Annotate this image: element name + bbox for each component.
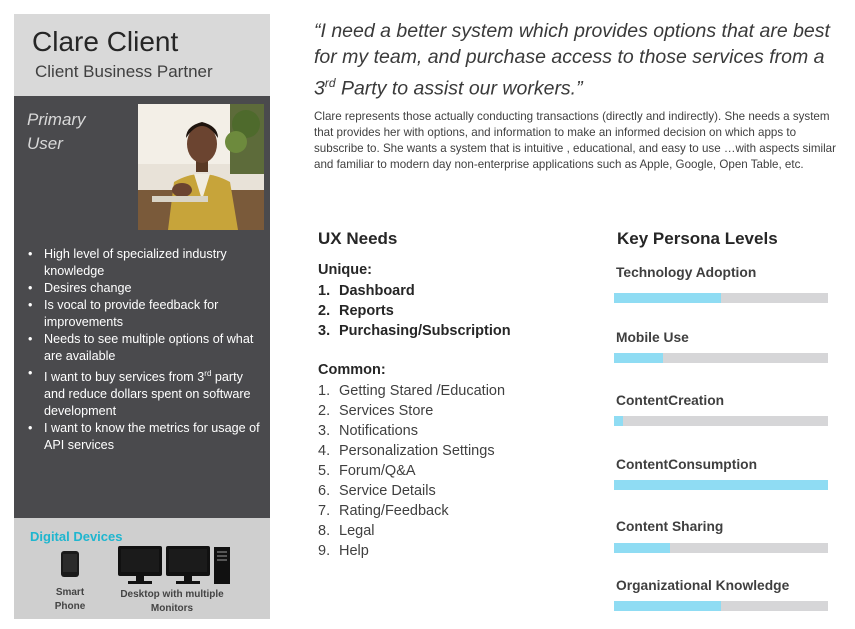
persona-photo — [138, 104, 264, 230]
list-item: 2. Reports — [318, 303, 394, 319]
desktop-monitors-icon — [118, 546, 232, 591]
persona-levels-title: Key Persona Levels — [617, 229, 778, 248]
level-bar-fill — [614, 601, 721, 611]
common-needs-label: Common: — [318, 362, 386, 378]
level-label-content-sharing: Content Sharing — [616, 519, 724, 534]
list-item: 2. Services Store — [318, 403, 434, 419]
list-item: 3. Purchasing/Subscription — [318, 323, 511, 339]
smartphone-icon — [60, 550, 80, 583]
level-label-mobile-use: Mobile Use — [616, 330, 689, 345]
level-bar-content-creation — [614, 416, 828, 426]
need-label: Services Store — [339, 403, 434, 419]
level-bar-mobile-use — [614, 353, 828, 363]
level-label-content-consumption: ContentConsumption — [616, 457, 758, 472]
primary-user-label: Primary User — [27, 110, 86, 153]
list-item: 6. Service Details — [318, 483, 436, 499]
level-bar-fill — [614, 416, 623, 426]
persona-card-body — [14, 96, 270, 518]
need-label: Notifications — [339, 423, 418, 439]
list-item: 8. Legal — [318, 523, 375, 539]
quote-text: “I need a better system which provides options that are best for my team, and purchase access to those services from a 3 — [314, 20, 830, 100]
need-label: Reports — [339, 303, 394, 319]
bullet-text: party and reduce dollars spent on software development — [44, 370, 251, 419]
level-bar-content-consumption — [614, 480, 828, 490]
need-label: Forum/Q&A — [339, 463, 416, 479]
list-item: 1. Getting Stared /Education — [318, 383, 506, 399]
need-label: Rating/Feedback — [339, 503, 449, 519]
persona-role: Client Business Partner — [35, 62, 213, 81]
ux-needs-title: UX Needs — [318, 229, 398, 248]
quote-text: Party to assist our workers.” — [335, 77, 583, 100]
level-bar-organizational-knowledge — [614, 601, 828, 611]
need-label: Service Details — [339, 483, 436, 499]
need-label: Personalization Settings — [339, 443, 495, 459]
list-item: 9. Help — [318, 543, 369, 559]
persona-traits-list — [28, 246, 264, 454]
list-item: • High level of specialized industry knowledge — [28, 246, 264, 280]
unique-needs-label: Unique: — [318, 262, 372, 278]
smartphone-label: Smart Phone — [54, 587, 86, 612]
bullet-text: I want to buy services from 3 — [44, 370, 205, 385]
list-item: 5. Forum/Q&A — [318, 463, 416, 479]
level-bar-fill — [614, 480, 828, 490]
need-label: Getting Stared /Education — [339, 383, 506, 399]
persona-name: Clare Client — [32, 26, 179, 57]
list-item: • Desires change — [28, 280, 264, 297]
need-label: Legal — [339, 523, 375, 539]
level-label-content-creation: ContentCreation — [616, 393, 725, 408]
bullet-superscript: rd — [204, 369, 212, 378]
level-bar-fill — [614, 353, 663, 363]
list-item — [28, 365, 264, 420]
common-needs-list — [318, 381, 505, 561]
persona-quote — [314, 18, 844, 102]
level-bar-technology-adoption — [614, 293, 828, 303]
list-item: • I want to know the metrics for usage of API services — [28, 420, 264, 454]
list-item: 4. Personalization Settings — [318, 443, 495, 459]
list-item: 1. Dashboard — [318, 283, 415, 299]
list-item: 3. Notifications — [318, 423, 418, 439]
persona-description: Clare represents those actually conducting transactions (directly and indirectly). She needs a system that provides her with options, and information to make an informed decision on which apps to subscribe to. She wants a system that is intuitive , educational, and easy to use …with aspects similar and familiar to modern day non-enterprise applications such as Apple, Google, Open Table, etc. — [314, 110, 836, 171]
level-bar-fill — [614, 293, 721, 303]
list-item: • Needs to see multiple options of what are available — [28, 331, 264, 365]
need-label: Help — [339, 543, 369, 559]
level-label-organizational-knowledge: Organizational Knowledge — [616, 578, 790, 593]
digital-devices-panel — [14, 518, 270, 619]
level-label-technology-adoption: Technology Adoption — [616, 265, 757, 280]
level-bar-fill — [614, 543, 670, 553]
unique-needs-list — [318, 281, 511, 341]
list-item: 7. Rating/Feedback — [318, 503, 449, 519]
list-item: • Is vocal to provide feedback for improvements — [28, 297, 264, 331]
desktop-label: Desktop with multiple Monitors — [120, 589, 224, 614]
digital-devices-title: Digital Devices — [30, 529, 123, 544]
level-bar-content-sharing — [614, 543, 828, 553]
need-label: Dashboard — [339, 283, 415, 299]
need-label: Purchasing/Subscription — [339, 323, 511, 339]
persona-card-header — [14, 14, 270, 96]
quote-superscript: rd — [324, 76, 336, 90]
